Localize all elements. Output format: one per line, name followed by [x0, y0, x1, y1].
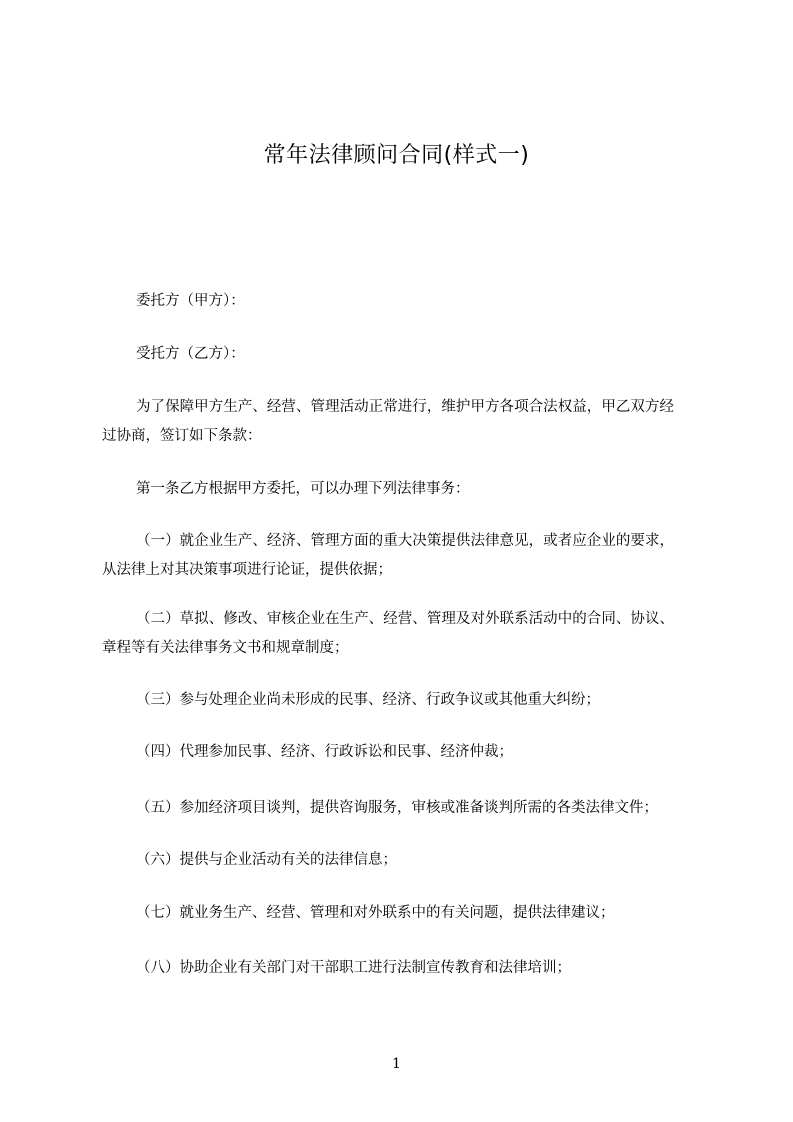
article-one-item-1: （一）就企业生产、经济、管理方面的重大决策提供法律意见，或者应企业的要求，从法律上对其决策事项进行论证，提供依据； — [102, 533, 674, 578]
article-one-item-5: （五）参加经济项目谈判，提供咨询服务，审核或准备谈判所需的各类法律文件； — [136, 800, 658, 816]
client-party-label: 委托方（甲方）： — [136, 293, 245, 309]
article-one-item-3: （三）参与处理企业尚未形成的民事、经济、行政争议或其他重大纠纷； — [136, 692, 600, 708]
contract-title: 常年法律顾问合同(样式一) — [263, 143, 530, 168]
counsel-party-label: 受托方（乙方）： — [136, 346, 245, 362]
article-one-item-6: （六）提供与企业活动有关的法律信息； — [136, 852, 397, 868]
article-one-item-2: （二）草拟、修改、审核企业在生产、经营、管理及对外联系活动中的合同、协议、章程等有关法律事务文书和规章制度； — [102, 611, 674, 656]
page-number: 1 — [392, 1056, 401, 1072]
article-one-item-7: （七）就业务生产、经营、管理和对外联系中的有关问题，提供法律建议； — [136, 905, 615, 921]
article-one-item-4: （四）代理参加民事、经济、行政诉讼和民事、经济仲裁； — [136, 744, 513, 760]
introductory-paragraph: 为了保障甲方生产、经营、管理活动正常进行，维护甲方各项合法权益，甲乙双方经过协商，签订如下条款： — [102, 399, 674, 444]
article-one-item-8: （八）协助企业有关部门对干部职工进行法制宣传教育和法律培训； — [136, 960, 571, 976]
article-one-heading: 第一条乙方根据甲方委托，可以办理下列法律事务： — [136, 481, 470, 497]
